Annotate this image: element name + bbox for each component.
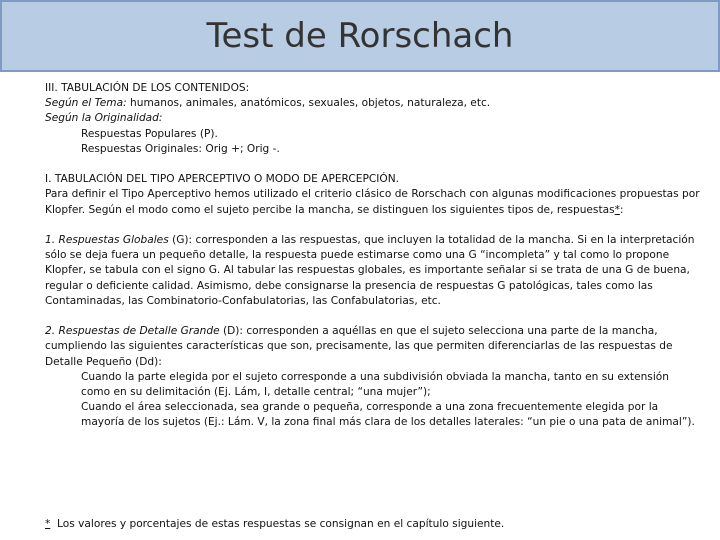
detalle-point-1: Cuando la parte elegida por el sujeto corresponde a una subdivisión obviada la mancha, tanto en su extensión como en su delimitación (Ej. Lám, I, detalle central; “una mujer”); bbox=[81, 370, 669, 399]
footnote bbox=[45, 517, 504, 532]
section-3-heading: III. TABULACIÓN DE LOS CONTENIDOS: bbox=[45, 82, 250, 94]
originalidad-label: Según la Originalidad: bbox=[45, 112, 163, 125]
detalle-point-2: Cuando el área seleccionada, sea grande o pequeña, corresponde a una zona frecuentemente elegida por la mayoría de los sujetos (Ej.: Lám. V, la zona final más clara de los detalles laterales: “un pie o una pata de animal”). bbox=[81, 401, 695, 429]
item-detalle-grande-text: (D): corresponden a aquéllas en que el sujeto selecciona una parte de la mancha, cumpliendo las siguientes características que son, precisamente, las que permiten diferenciarlas de las respuestas de Detalle Pequeño (Dd): bbox=[45, 325, 673, 368]
footnote-ref[interactable]: * bbox=[614, 203, 620, 216]
item-detalle-grande bbox=[45, 324, 700, 370]
section-1-heading: I. TABULACIÓN DEL TIPO APERCEPTIVO O MODO DE APERCEPCIÓN. bbox=[45, 173, 400, 186]
item-globales-label: 1. Respuestas Globales bbox=[45, 234, 169, 246]
page-title: Test de Rorschach bbox=[206, 16, 514, 56]
document-body bbox=[45, 81, 700, 431]
footnote-text: Los valores y porcentajes de estas respuestas se consignan en el capítulo siguiente. bbox=[57, 518, 505, 530]
section-1-intro: Para definir el Tipo Aperceptivo hemos utilizado el criterio clásico de Rorschach con algunas modificaciones propuestas por Klopfer. Según el modo como el sujeto percibe la mancha, se distinguen los siguientes tipos de, respuestas*: bbox=[45, 188, 700, 216]
tema-line bbox=[45, 96, 700, 111]
populares-line: Respuestas Populares (P). bbox=[81, 127, 218, 140]
item-detalle-grande-label: 2. Respuestas de Detalle Grande bbox=[45, 325, 220, 338]
item-globales-text: (G): corresponden a las respuestas, que incluyen la totalidad de la mancha. Si en la interpretación sólo se deja fuera un pequeño detalle, la respuesta puede estimarse como una G “incompleta” y tal como lo propone Klopfer, se tabula con el signo G. Al tabular las respuestas globales, es importante señalar si se trata de una G de buena, regular o deficiente calidad. Asimismo, debe consignarse la presencia de respuestas G patológicas, tales como las Contaminadas, las Combinatorio-Confabulatorias, las Confabulatorias, etc. bbox=[45, 234, 695, 307]
item-globales bbox=[45, 233, 700, 309]
tema-label: Según el Tema: bbox=[45, 97, 127, 110]
footnote-mark[interactable]: * bbox=[45, 518, 51, 530]
title-bar bbox=[0, 0, 720, 72]
tema-text: humanos, animales, anatómicos, sexuales, objetos, naturaleza, etc. bbox=[126, 97, 491, 110]
originales-line: Respuestas Originales: Orig +; Orig -. bbox=[81, 142, 280, 155]
